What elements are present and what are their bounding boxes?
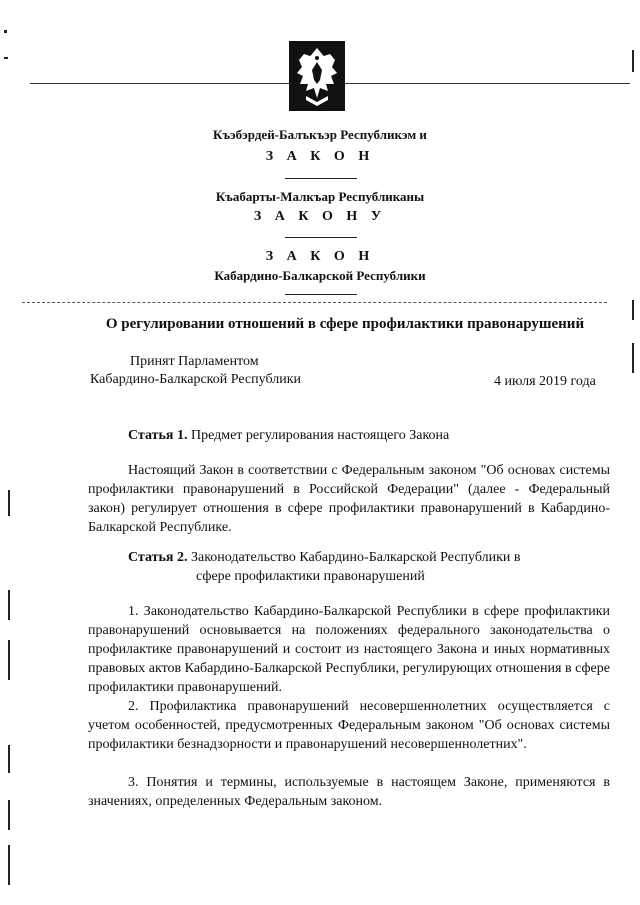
kabardian-republic-line: Къэбэрдей-Балъкъэр Республикэм и (213, 127, 427, 142)
article-1-heading (128, 426, 449, 445)
article-2-paragraph-1: 1. Законодательство Кабардино-Балкарской Республики в сфере профилактики правонарушений основывается на положениях федерального законодательства о профилактике правонарушений и состоит из настоящего Закона и иных нормативных правовых актов Кабардино-Балкарской Республики, регулирующих отношения в сфере профилактики правонарушений. (88, 604, 610, 695)
scan-edge-line (8, 745, 10, 773)
dashed-rule (22, 302, 607, 303)
scan-edge-line (8, 490, 10, 516)
scan-edge-line (8, 590, 10, 620)
separator (285, 237, 357, 238)
article-2-heading (128, 548, 521, 567)
scan-edge-line (8, 640, 10, 680)
scan-edge-line (8, 800, 10, 830)
separator (285, 178, 357, 179)
article-2-paragraph-2: 2. Профилактика правонарушений несовершеннолетних осуществляется с учетом особенностей, предусмотренных Федеральным законом "Об основах системы профилактики безнадзорности и правонарушений несовершеннолетних". (88, 699, 610, 752)
article-1-text: Настоящий Закон в соответствии с Федеральным законом "Об основах системы профилактики правонарушений в Российской Федерации" (далее - Федеральный закон) регулирует отношения в сфере профилактики правонарушений в Кабардино-Балкарской Республике. (88, 463, 610, 535)
article-2-paragraph-3: 3. Понятия и термины, используемые в настоящем Законе, применяются в значениях, определенных Федеральным законом. (88, 775, 610, 809)
article-2-title-line1: Законодательство Кабардино-Балкарской Республики в (190, 550, 521, 565)
separator (285, 294, 357, 295)
balkar-republic-line: Къабарты-Малкъар Республиканы (215, 189, 425, 204)
russian-law-title: З А К О Н (265, 249, 375, 264)
adoption-date: 4 июля 2019 года (494, 374, 596, 389)
article-2-title-line2: сфере профилактики правонарушений (196, 569, 425, 584)
article-1-label: Статья 1. (128, 428, 188, 443)
adopted-by-line: Принят Парламентом (130, 354, 259, 369)
russian-republic-line: Кабардино-Балкарской Республики (214, 268, 426, 283)
scan-edge-line (632, 300, 634, 320)
scan-speck (4, 30, 7, 33)
kabardian-law-title: З А К О Н (265, 149, 375, 164)
document-title: О регулировании отношений в сфере профилактики правонарушений (105, 316, 585, 332)
adopted-republic-line: Кабардино-Балкарской Республики (90, 372, 301, 387)
scan-edge-line (8, 845, 10, 885)
coat-of-arms-emblem (288, 40, 346, 112)
balkar-law-title: З А К О Н У (253, 209, 387, 224)
scan-edge-line (632, 50, 634, 72)
scan-edge-line (632, 343, 634, 373)
article-2-label: Статья 2. (128, 550, 188, 565)
scan-speck (4, 57, 8, 59)
article-1-title: Предмет регулирования настоящего Закона (190, 428, 450, 443)
